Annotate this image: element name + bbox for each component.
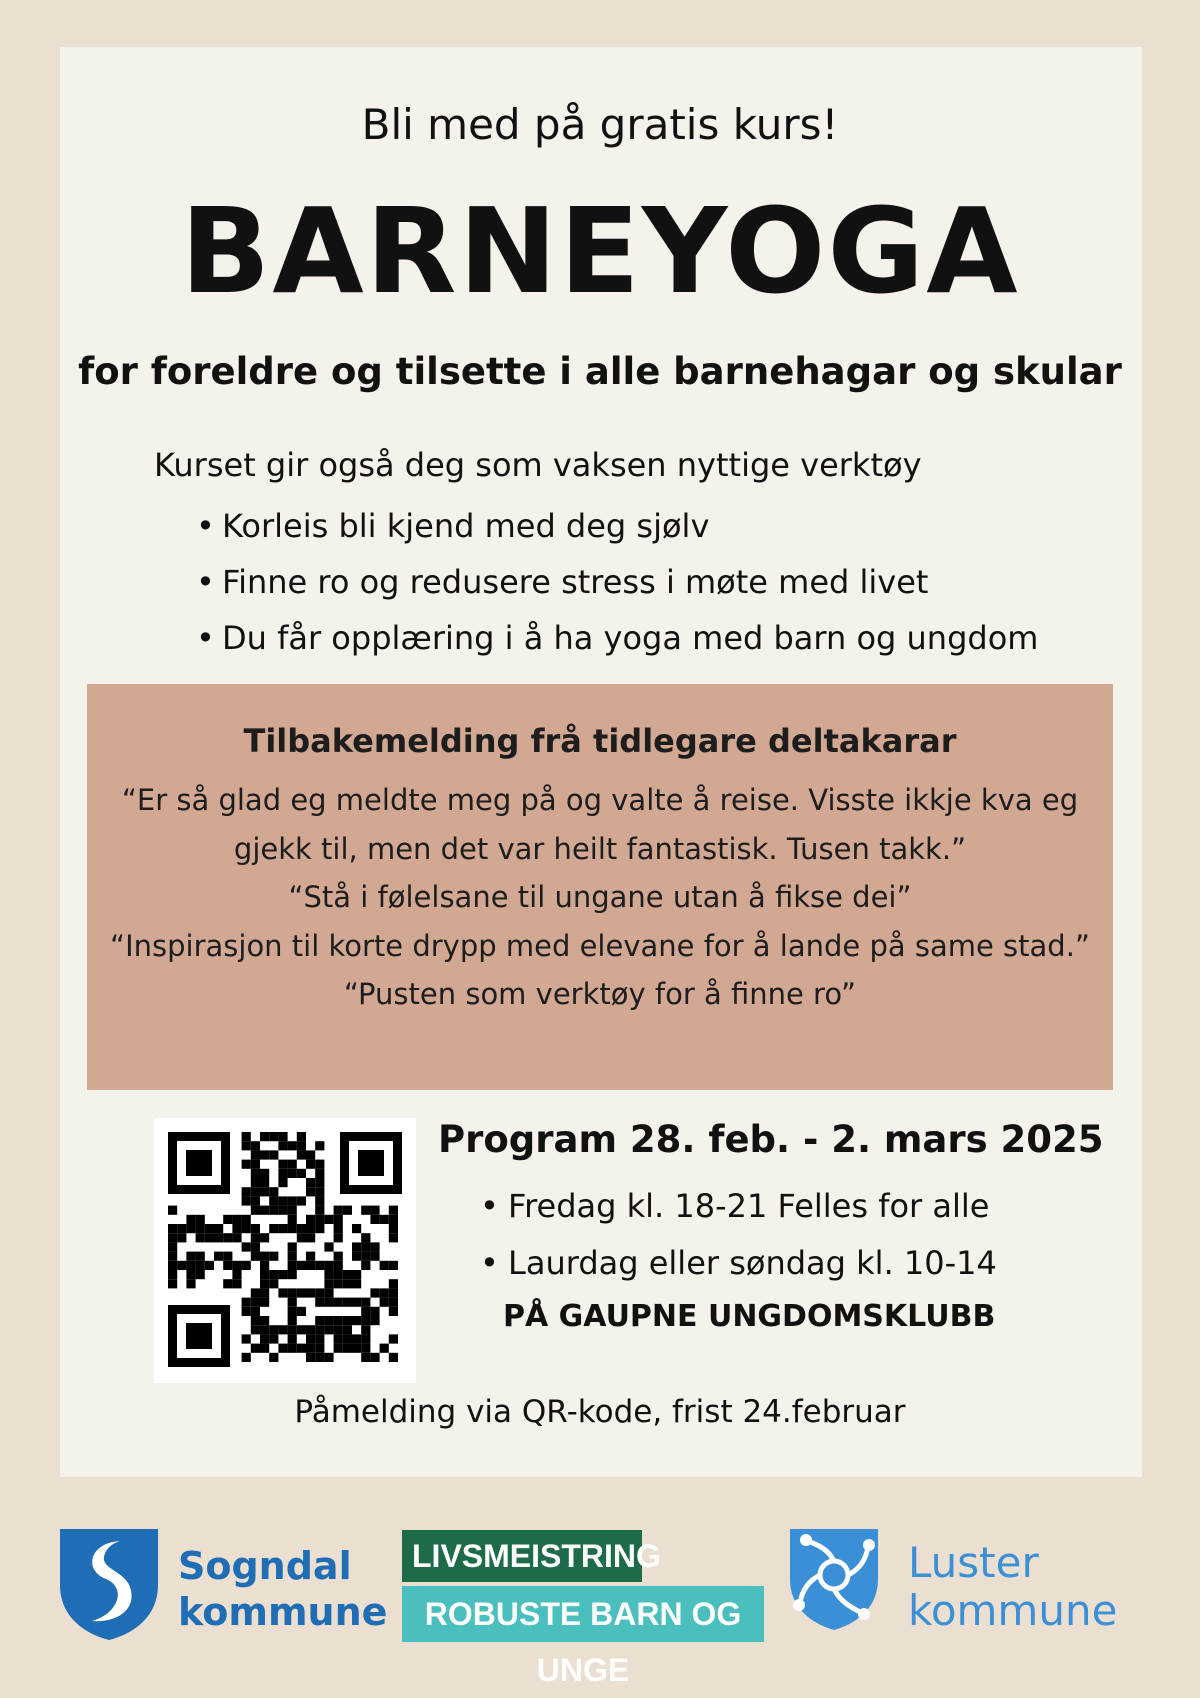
quote-line: “Stå i følelsane til ungane utan å fikse dei” <box>288 880 912 914</box>
qr-module <box>334 1279 343 1288</box>
qr-module <box>232 1279 241 1288</box>
qr-module <box>260 1288 269 1297</box>
qr-module <box>334 1325 343 1334</box>
qr-module <box>168 1233 177 1242</box>
qr-module <box>260 1344 269 1353</box>
qr-module <box>389 1288 398 1297</box>
qr-module <box>306 1334 315 1343</box>
qr-module <box>306 1344 315 1353</box>
qr-module <box>324 1325 333 1334</box>
qr-code-icon <box>154 1118 416 1383</box>
sogndal-kommune: kommune <box>178 1590 388 1634</box>
qr-module <box>242 1298 251 1307</box>
qr-module <box>260 1325 269 1334</box>
qr-module <box>315 1196 324 1205</box>
qr-module <box>288 1224 297 1233</box>
qr-module <box>214 1233 223 1242</box>
qr-module <box>278 1132 287 1141</box>
qr-module <box>370 1206 379 1215</box>
qr-module <box>361 1261 370 1270</box>
qr-module <box>223 1261 232 1270</box>
qr-module <box>251 1224 260 1233</box>
qr-module <box>177 1224 186 1233</box>
qr-module <box>389 1224 398 1233</box>
qr-module <box>269 1187 278 1196</box>
quote-line: gjekk til, men det var heilt fantastisk. Tusen takk.” <box>233 831 967 866</box>
qr-module <box>269 1224 278 1233</box>
list-item: • Finne ro og redusere stress i møte med livet <box>196 554 1038 610</box>
qr-module <box>324 1215 333 1224</box>
qr-module <box>315 1160 324 1169</box>
qr-module <box>389 1334 398 1343</box>
qr-module <box>334 1316 343 1325</box>
qr-module <box>315 1288 324 1297</box>
qr-module <box>352 1344 361 1353</box>
qr-module <box>343 1279 352 1288</box>
qr-module <box>380 1288 389 1297</box>
qr-module <box>251 1187 260 1196</box>
intro-text: Bli med på gratis kurs! <box>361 100 839 149</box>
qr-module <box>251 1178 260 1187</box>
qr-module <box>297 1325 306 1334</box>
qr-module <box>361 1316 370 1325</box>
qr-module <box>260 1169 269 1178</box>
qr-module <box>343 1316 352 1325</box>
qr-module <box>315 1261 324 1270</box>
qr-module <box>352 1252 361 1261</box>
qr-module <box>297 1233 306 1242</box>
signup-text: Påmelding via QR-kode, frist 24.februar <box>294 1394 906 1430</box>
qr-module <box>288 1252 297 1261</box>
qr-module <box>370 1288 379 1297</box>
qr-module <box>269 1196 278 1205</box>
qr-module <box>324 1279 333 1288</box>
qr-module <box>352 1316 361 1325</box>
qr-module <box>324 1261 333 1270</box>
qr-module <box>297 1288 306 1297</box>
qr-module <box>288 1215 297 1224</box>
qr-module <box>269 1252 278 1261</box>
qr-module <box>389 1233 398 1242</box>
qr-module <box>196 1261 205 1270</box>
qr-module <box>186 1261 195 1270</box>
feedback-quotes <box>87 776 1113 1019</box>
feedback-box <box>87 684 1113 1090</box>
qr-module <box>315 1178 324 1187</box>
qr-module <box>242 1141 251 1150</box>
qr-module <box>186 1224 195 1233</box>
qr-module <box>352 1298 361 1307</box>
qr-module <box>315 1224 324 1233</box>
qr-module <box>168 1270 177 1279</box>
qr-module <box>389 1307 398 1316</box>
sogndal-shield-icon <box>58 1527 162 1642</box>
qr-module <box>361 1325 370 1334</box>
qr-module <box>242 1307 251 1316</box>
qr-module <box>288 1160 297 1169</box>
qr-module <box>278 1325 287 1334</box>
qr-module <box>205 1224 214 1233</box>
qr-module <box>278 1178 287 1187</box>
qr-module <box>343 1270 352 1279</box>
qr-module <box>205 1261 214 1270</box>
qr-module <box>232 1224 241 1233</box>
qr-module <box>251 1307 260 1316</box>
venue: PÅ GAUPNE UNGDOMSKLUBB <box>503 1299 996 1334</box>
qr-module <box>186 1215 195 1224</box>
livsmeistring-label: LIVSMEISTRING <box>402 1530 642 1582</box>
qr-module <box>251 1160 260 1169</box>
qr-module <box>380 1215 389 1224</box>
qr-module <box>315 1316 324 1325</box>
qr-module <box>324 1288 333 1297</box>
qr-module <box>315 1334 324 1343</box>
luster-shield-icon <box>788 1527 880 1632</box>
qr-module <box>278 1344 287 1353</box>
qr-module <box>278 1196 287 1205</box>
qr-module <box>370 1242 379 1251</box>
qr-module <box>361 1206 370 1215</box>
qr-module <box>370 1252 379 1261</box>
qr-module <box>315 1141 324 1150</box>
qr-module <box>306 1288 315 1297</box>
qr-module <box>380 1298 389 1307</box>
qr-module <box>306 1233 315 1242</box>
qr-module <box>269 1334 278 1343</box>
list-item: • Korleis bli kjend med deg sjølv <box>196 498 1038 554</box>
qr-module <box>242 1334 251 1343</box>
qr-module <box>361 1242 370 1251</box>
qr-module <box>389 1206 398 1215</box>
qr-module <box>278 1288 287 1297</box>
sogndal-name: Sogndal <box>178 1544 352 1588</box>
qr-module <box>260 1187 269 1196</box>
qr-module <box>251 1316 260 1325</box>
qr-module <box>315 1325 324 1334</box>
qr-module <box>269 1325 278 1334</box>
qr-module <box>343 1298 352 1307</box>
program-title: Program 28. feb. - 2. mars 2025 <box>438 1118 1104 1161</box>
qr-module <box>306 1261 315 1270</box>
qr-module <box>288 1344 297 1353</box>
luster-logo <box>788 1527 1128 1642</box>
qr-module <box>196 1215 205 1224</box>
qr-module <box>334 1206 343 1215</box>
qr-module <box>334 1334 343 1343</box>
qr-module <box>334 1261 343 1270</box>
qr-module <box>196 1233 205 1242</box>
qr-module <box>196 1270 205 1279</box>
qr-module <box>242 1353 251 1362</box>
qr-module <box>260 1270 269 1279</box>
livsmeistring-logo <box>402 1530 764 1688</box>
qr-module <box>251 1325 260 1334</box>
qr-module <box>269 1279 278 1288</box>
qr-module <box>232 1215 241 1224</box>
qr-module <box>297 1224 306 1233</box>
qr-module <box>361 1252 370 1261</box>
list-item: • Laurdag eller søndag kl. 10-14 <box>480 1235 997 1292</box>
qr-module <box>288 1242 297 1251</box>
qr-module <box>334 1270 343 1279</box>
qr-module <box>370 1215 379 1224</box>
qr-module <box>324 1353 333 1362</box>
qr-module <box>361 1233 370 1242</box>
qr-module <box>306 1187 315 1196</box>
qr-module <box>177 1261 186 1270</box>
qr-module <box>288 1261 297 1270</box>
qr-module <box>214 1252 223 1261</box>
qr-module <box>288 1196 297 1205</box>
qr-module <box>260 1233 269 1242</box>
qr-module <box>242 1196 251 1205</box>
qr-module <box>352 1224 361 1233</box>
qr-module <box>324 1298 333 1307</box>
qr-module <box>269 1206 278 1215</box>
program-list <box>480 1178 997 1292</box>
qr-module <box>251 1233 260 1242</box>
qr-module <box>297 1132 306 1141</box>
qr-module <box>260 1316 269 1325</box>
qr-module <box>214 1224 223 1233</box>
qr-module <box>389 1215 398 1224</box>
qr-module <box>288 1141 297 1150</box>
qr-module <box>334 1298 343 1307</box>
qr-module <box>232 1261 241 1270</box>
list-item: • Fredag kl. 18-21 Felles for alle <box>480 1178 997 1235</box>
qr-module <box>389 1261 398 1270</box>
qr-module <box>168 1206 177 1215</box>
qr-module <box>251 1169 260 1178</box>
qr-module <box>251 1242 260 1251</box>
qr-module <box>205 1233 214 1242</box>
qr-module <box>260 1150 269 1159</box>
qr-module <box>260 1279 269 1288</box>
qr-code[interactable] <box>154 1118 416 1383</box>
qr-module <box>343 1334 352 1343</box>
qr-module <box>223 1233 232 1242</box>
qr-module <box>260 1132 269 1141</box>
qr-module <box>260 1334 269 1343</box>
qr-module <box>260 1261 269 1270</box>
qr-module <box>334 1252 343 1261</box>
qr-module <box>242 1261 251 1270</box>
qr-module <box>186 1252 195 1261</box>
qr-module <box>269 1132 278 1141</box>
qr-module <box>288 1298 297 1307</box>
qr-module <box>251 1288 260 1297</box>
qr-module <box>223 1279 232 1288</box>
qr-module <box>251 1141 260 1150</box>
luster-kommune: kommune <box>908 1586 1118 1635</box>
qr-module <box>288 1169 297 1178</box>
qr-module <box>168 1242 177 1251</box>
sogndal-logo <box>58 1527 398 1642</box>
qr-module <box>306 1178 315 1187</box>
subtitle: for foreldre og tilsette i alle barnehagar og skular <box>78 350 1122 393</box>
qr-module <box>334 1344 343 1353</box>
qr-module <box>288 1325 297 1334</box>
qr-module <box>315 1206 324 1215</box>
quote-line: “Pusten som verktøy for å finne ro” <box>343 977 857 1011</box>
qr-module <box>315 1298 324 1307</box>
qr-module <box>306 1160 315 1169</box>
qr-module <box>177 1233 186 1242</box>
robuste-label: ROBUSTE BARN OG UNGE <box>402 1586 764 1642</box>
qr-module <box>352 1334 361 1343</box>
quote-line: “Er så glad eg meldte meg på og valte å reise. Visste ikkje kva eg <box>121 783 1079 817</box>
qr-module <box>288 1316 297 1325</box>
qr-module <box>232 1270 241 1279</box>
qr-module <box>288 1288 297 1297</box>
qr-module <box>242 1160 251 1169</box>
qr-module <box>278 1169 287 1178</box>
qr-module <box>242 1242 251 1251</box>
list-item: • Du får opplæring i å ha yoga med barn og ungdom <box>196 610 1038 666</box>
qr-module <box>297 1307 306 1316</box>
qr-module <box>389 1279 398 1288</box>
qr-module <box>315 1344 324 1353</box>
qr-module <box>361 1298 370 1307</box>
qr-module <box>352 1242 361 1251</box>
luster-name: Luster <box>908 1538 1039 1587</box>
qr-module <box>278 1224 287 1233</box>
qr-module <box>324 1270 333 1279</box>
qr-module <box>269 1353 278 1362</box>
qr-module <box>389 1353 398 1362</box>
qr-module <box>242 1224 251 1233</box>
qr-module <box>251 1150 260 1159</box>
qr-module <box>297 1150 306 1159</box>
qr-module <box>361 1334 370 1343</box>
qr-module <box>269 1270 278 1279</box>
qr-module <box>343 1344 352 1353</box>
qr-module <box>389 1298 398 1307</box>
qr-module <box>278 1206 287 1215</box>
qr-module <box>168 1224 177 1233</box>
qr-module <box>306 1252 315 1261</box>
qr-module <box>288 1206 297 1215</box>
qr-module <box>278 1141 287 1150</box>
qr-module <box>315 1353 324 1362</box>
qr-module <box>223 1215 232 1224</box>
qr-module <box>361 1344 370 1353</box>
qr-module <box>306 1224 315 1233</box>
qr-module <box>334 1215 343 1224</box>
qr-module <box>343 1206 352 1215</box>
qr-module <box>242 1132 251 1141</box>
qr-module <box>278 1270 287 1279</box>
qr-module <box>352 1270 361 1279</box>
qr-module <box>324 1242 333 1251</box>
qr-module <box>297 1141 306 1150</box>
qr-module <box>297 1169 306 1178</box>
qr-module <box>196 1224 205 1233</box>
qr-module <box>232 1233 241 1242</box>
qr-module <box>370 1353 379 1362</box>
qr-module <box>168 1261 177 1270</box>
benefits-lead: Kurset gir også deg som vaksen nyttige verktøy <box>154 446 922 484</box>
qr-module <box>306 1215 315 1224</box>
qr-module <box>168 1252 177 1261</box>
qr-module <box>370 1316 379 1325</box>
qr-module <box>334 1224 343 1233</box>
qr-module <box>251 1344 260 1353</box>
qr-module <box>361 1353 370 1362</box>
qr-module <box>269 1150 278 1159</box>
qr-module <box>324 1316 333 1325</box>
quote-line: “Inspirasjon til korte drypp med elevane for å lande på same stad.” <box>110 928 1090 963</box>
qr-module <box>297 1196 306 1205</box>
qr-module <box>242 1215 251 1224</box>
qr-module <box>380 1344 389 1353</box>
qr-module <box>297 1261 306 1270</box>
qr-module <box>260 1298 269 1307</box>
qr-module <box>251 1196 260 1205</box>
qr-module <box>315 1187 324 1196</box>
qr-module <box>306 1325 315 1334</box>
qr-module <box>288 1307 297 1316</box>
qr-module <box>251 1252 260 1261</box>
qr-module <box>334 1233 343 1242</box>
qr-module <box>251 1206 260 1215</box>
qr-module <box>186 1270 195 1279</box>
qr-module <box>370 1307 379 1316</box>
qr-module <box>260 1252 269 1261</box>
qr-module <box>260 1178 269 1187</box>
qr-module <box>297 1344 306 1353</box>
qr-module <box>352 1279 361 1288</box>
qr-module <box>260 1206 269 1215</box>
qr-module <box>168 1279 177 1288</box>
qr-module <box>288 1270 297 1279</box>
qr-module <box>186 1279 195 1288</box>
qr-module <box>223 1252 232 1261</box>
qr-module <box>306 1150 315 1159</box>
qr-module <box>361 1307 370 1316</box>
qr-module <box>315 1169 324 1178</box>
qr-module <box>288 1334 297 1343</box>
feedback-title: Tilbakemelding frå tidlegare deltakarar <box>243 722 957 760</box>
qr-module <box>343 1325 352 1334</box>
qr-module <box>315 1215 324 1224</box>
qr-module <box>278 1160 287 1169</box>
qr-module <box>251 1298 260 1307</box>
benefits-list <box>196 498 1038 666</box>
qr-module <box>196 1252 205 1261</box>
page-title: BARNEYOGA <box>180 182 1020 320</box>
qr-module <box>306 1353 315 1362</box>
qr-module <box>380 1261 389 1270</box>
qr-module <box>242 1187 251 1196</box>
